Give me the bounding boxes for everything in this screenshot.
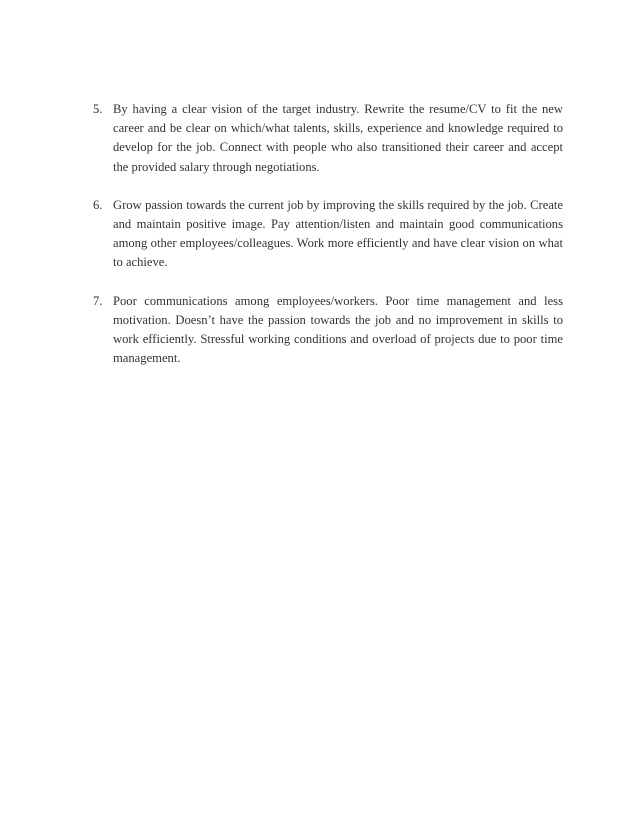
list-item-text: Grow passion towards the current job by improving the skills required by the job. Create and maintain positive image. Pay attention/listen and maintain good communications among other employees/colleagues. Work more efficiently and have clear vision on what to achieve. bbox=[113, 197, 563, 270]
list-item-text: By having a clear vision of the target industry. Rewrite the resume/CV to fit the new career and be clear on which/what talents, skills, experience and knowledge required to develop for the job. Connect with people who also transitioned their career and accept the provided salary through negotiations. bbox=[113, 102, 563, 174]
list-item bbox=[93, 196, 563, 273]
numbered-list bbox=[93, 100, 563, 387]
list-item-text: Poor communications among employees/workers. Poor time management and less motivation. Doesn’t have the passion towards the job and no improvement in skills to work efficiently. Stressful working conditions and overload of projects due to poor time management. bbox=[113, 293, 563, 366]
list-item bbox=[93, 100, 563, 177]
list-item-number: 7. bbox=[93, 293, 103, 308]
list-item-number: 5. bbox=[93, 102, 103, 116]
list-item bbox=[93, 292, 563, 369]
list-item-number: 6. bbox=[93, 197, 103, 212]
